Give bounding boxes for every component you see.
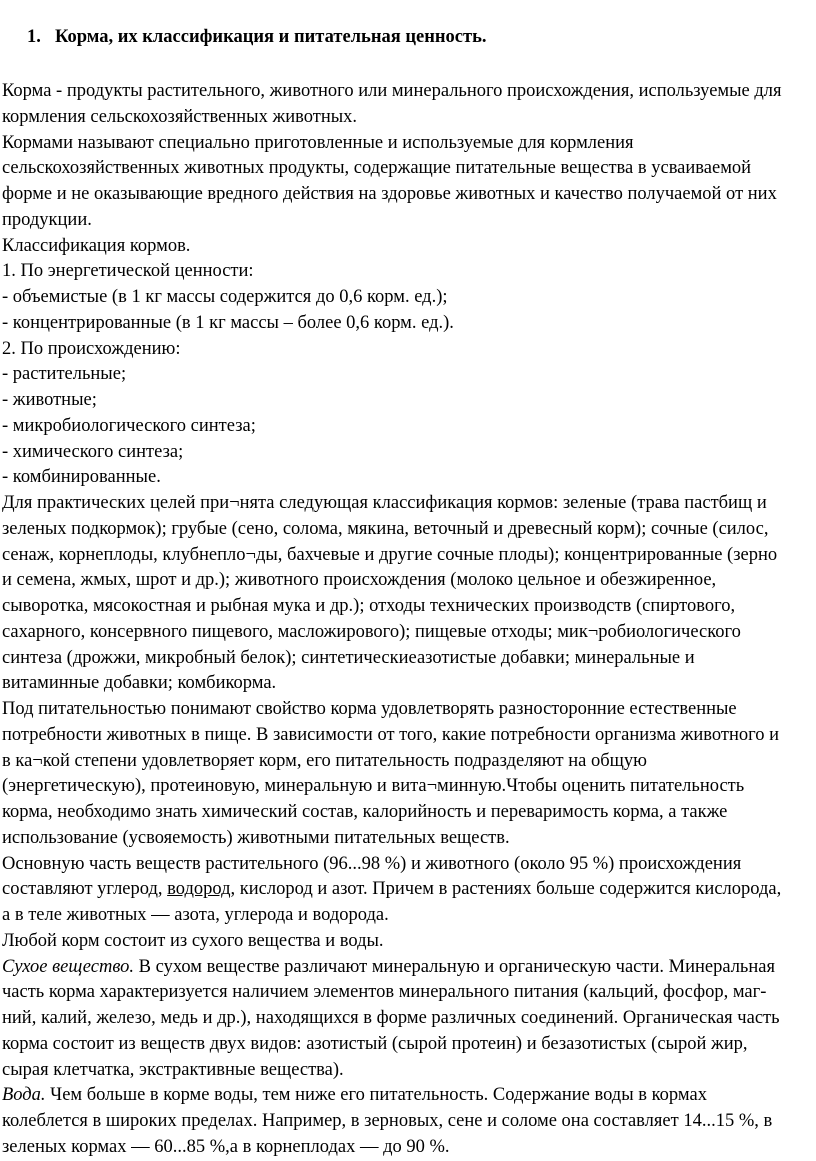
text-line: сенаж, корнеплоды, клубнеплo¬ды, бахчевые и другие сочные плоды); концентрированные (зерно (2, 544, 778, 565)
list-title: 1. По энергетической ценности: (2, 261, 254, 282)
text-line: продукции. (2, 209, 92, 230)
list-origin (2, 337, 814, 492)
list-item: - комбинированные. (2, 467, 161, 488)
paragraph-practical-classification (2, 491, 814, 697)
text-line: потребности животных в пище. В зависимости от того, какие потребности организма животного и (2, 724, 780, 745)
list-item: - растительные; (2, 364, 127, 385)
list-item: - концентрированные (в 1 кг массы – более 0,6 корм. ед.). (2, 312, 454, 333)
text-line: зеленых кормах — 60...85 %,а в корнеплодах — до 90 %. (2, 1136, 450, 1157)
text-line: Корма - продукты растительного, животного или минерального происхождения, используемые для (2, 81, 782, 101)
text-line: составляют углерод, водород, кислород и азот. Причем в растениях больше содержится кислорода, (2, 879, 782, 900)
list-item: - животные; (2, 390, 97, 410)
text-line: Для практических целей при¬нята следующая классификация кормов: зеленые (трава пастбищ и (2, 493, 767, 513)
paragraph-composition (2, 852, 814, 929)
list-title: 2. По происхождению: (2, 338, 181, 359)
text-line: Вода. Чем больше в корме воды, тем ниже его питательность. Содержание воды в кормах (2, 1085, 707, 1106)
term-dry-matter: Сухое вещество. (2, 956, 135, 977)
text-line: корма, необходимо знать химический состав, калорийность и переваримость корма, а также (2, 802, 728, 822)
heading-title: Корма, их классификация и питательная ценность. (55, 27, 487, 47)
text-line: Кормами называют специально приготовленные и используемые для кормления (2, 132, 634, 153)
list-item: - химического синтеза; (2, 441, 184, 462)
text-line: зеленых подкормок); грубые (сено, солома, мякина, веточный и древесный корм); сочные (силос, (2, 518, 769, 539)
paragraph-feeds-definition (2, 131, 814, 234)
text-line: Под питательностью понимают свойство корма удовлетворять разносторонние естественные (2, 699, 737, 719)
text-line: сельскохозяйственных животных продукты, содержащие питательные вещества в усваиваемой (2, 158, 752, 179)
text-line: витаминные добавки; комбикорма. (2, 673, 277, 694)
paragraph-definition (2, 79, 814, 131)
text-line: (энергетическую), протеиновую, минеральную и вита¬минную.Чтобы оценить питательность (2, 776, 745, 797)
text-line: синтеза (дрожжи, микробный белок); синтетическиеазотистые добавки; минеральные и (2, 647, 695, 668)
text-line: сахарного, консервного пищевого, масложирового); пищевые отходы; мик¬робиологического (2, 621, 741, 642)
paragraph-nutritional-value (2, 697, 814, 852)
list-energy-value (2, 259, 814, 336)
document-body (2, 79, 814, 1161)
list-item: - объемистые (в 1 кг массы содержится до 0,6 корм. ед.); (2, 287, 448, 307)
classification-title: Классификация кормов. (2, 235, 191, 256)
text-line: ний, калий, железо, медь и др.), находящихся в форме различных соединений. Органическая часть (2, 1008, 780, 1028)
text-line: корма состоит из веществ двух видов: азотистый (сырой протеин) и безазотистых (сырой жир, (2, 1033, 748, 1054)
paragraph-dry-matter-water: Любой корм состоит из сухого вещества и воды. (2, 930, 384, 951)
text-line: часть корма характеризуется наличием элементов минерального питания (кальций, фосфор, маг- (2, 982, 767, 1003)
text-line: а в теле животных — азота, углерода и водорода. (2, 905, 389, 925)
text-line: использование (усвояемость) животными питательных веществ. (2, 827, 510, 848)
term-water: Вода. (2, 1085, 46, 1106)
text-line: колеблется в широких пределах. Например, в зерновых, сене и соломе она составляет 14...15 %, в (2, 1111, 773, 1131)
paragraph-water (2, 1083, 814, 1160)
section-heading (27, 27, 487, 48)
text-line: и семена, жмых, шрот и др.); животного происхождения (молоко цельное и обезжиренное, (2, 570, 717, 591)
hydrogen-link[interactable]: водород (167, 879, 231, 900)
text-line: сырая клетчатка, экстрактивные вещества). (2, 1059, 344, 1080)
list-item: - микробиологического синтеза; (2, 415, 256, 436)
paragraph-dry-matter (2, 955, 814, 1084)
heading-number: 1. (27, 27, 41, 47)
text-line: Сухое вещество. В сухом веществе различают минеральную и органическую части. Минеральная (2, 956, 775, 977)
text-line: в ка¬кой степени удовлетворяет корм, его питательность подразделяют на общую (2, 750, 647, 771)
text-line: форме и не оказывающие вредного действия на здоровье животных и качество получаемой от них (2, 184, 777, 204)
text-line: Основную часть веществ растительного (96...98 %) и животного (около 95 %) происхождения (2, 853, 742, 874)
text-line: сыворотка, мясокостная и рыбная мука и др.); отходы технических производств (спиртового, (2, 596, 736, 616)
text-line: кормления сельскохозяйственных животных. (2, 106, 358, 127)
